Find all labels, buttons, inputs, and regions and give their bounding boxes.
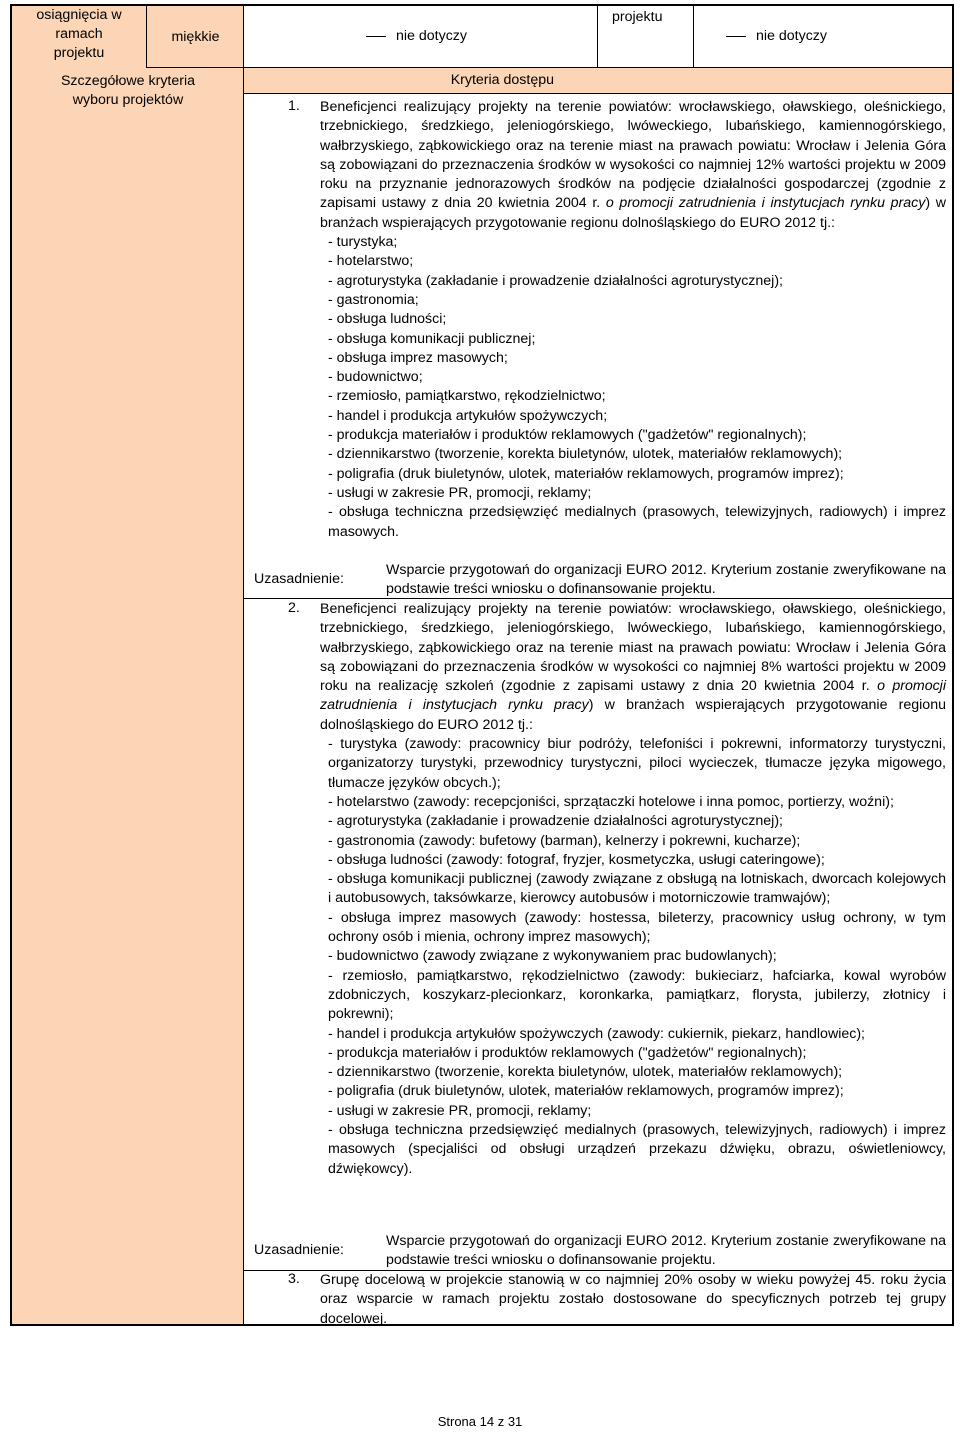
item-2-list	[320, 735, 946, 1179]
list-item: - hotelarstwo;	[328, 253, 414, 270]
list-item: - dziennikarstwo (tworzenie, korekta biuletynów, ulotek, materiałów reklamowych);	[328, 446, 843, 463]
list-item: - obsługa imprez masowych (zawody: hostessa, bileterzy, pracownicy usług ochrony, w tym ochrony osób i mienia, ochrony imprez masowych);	[328, 909, 946, 946]
section-header	[244, 68, 952, 94]
list-item: - obsługa ludności;	[328, 311, 447, 328]
item-1-italic: o promocji zatrudnienia i instytucjach rynku pracy	[605, 195, 926, 212]
list-item: - obsługa komunikacji publicznej;	[328, 330, 536, 347]
list-item: - poligrafia (druk biuletynów, ulotek, materiałów reklamowych, programów imprez);	[328, 465, 844, 482]
item-1-body	[320, 98, 946, 542]
left-cell-achievements	[12, 6, 146, 63]
justification-label: Uzasadnienie:	[254, 571, 344, 587]
left-cell-line: projektu	[53, 45, 105, 61]
justification-text: Wsparcie przygotowań do organizacji EURO 2012. Kryterium zostanie zweryfikowane na podstawie treści wniosku o dofinansowanie projektu.	[386, 562, 946, 597]
list-item: - budownictwo (zawody związane z wykonywaniem prac budowlanych);	[328, 948, 777, 965]
list-item: - poligrafia (druk biuletynów, ulotek, materiałów reklamowych, programów imprez);	[328, 1083, 844, 1100]
list-item: - obsługa techniczna przedsięwzięć medialnych (prasowych, telewizyjnych, radiowych) i imprez masowych.	[328, 504, 946, 540]
dash-mark	[366, 36, 386, 37]
item-3-body: Grupę docelową w projekcie stanowią w co najmniej 20% osoby w wieku powyżej 45. roku życia oraz wsparcie w ramach projektu zostało dostosowane do specyficznych potrzeb tej grupy docelowej.	[320, 1272, 946, 1327]
item-1-intro: Beneficjenci realizujący projekty na terenie powiatów: wrocławskiego, oławskiego, oleśnickiego, trzebnickiego, średzkiego, jeleniogórskiego, lwóweckiego, lubańskiego, kamiennogórskiego, wałbrzyskiego, ząbkowickiego oraz na terenie miast na prawach powiatu: Wrocław i Jelenia Góra są zobowiązani do przeznaczenia środków w wysokości co najmniej 12% wartości projektu w 2009 roku na przyznanie jednorazowych środków na podjęcie działalności gospodarczej (zgodnie z zapisami ustawy z dnia 20 kwietnia 2004 r.	[320, 99, 946, 212]
top-cell-text: nie dotyczy	[756, 28, 827, 44]
left-cell-line: ramach	[55, 26, 103, 42]
justification-label: Uzasadnienie:	[254, 1242, 344, 1258]
list-item: - hotelarstwo (zawody: recepcjoniści, sprzątaczki hotelowe i inna pomoc, portierzy, woźni);	[328, 793, 894, 810]
list-item: - dziennikarstwo (tworzenie, korekta biuletynów, ulotek, materiałów reklamowych);	[328, 1064, 843, 1081]
item-1-outro: ) w branżach wspierających przygotowanie regionu dolnośląskiego do EURO 2012 tj.:	[320, 195, 946, 231]
list-item: - turystyka;	[328, 234, 398, 251]
top-cell-text: projektu	[612, 9, 663, 25]
top-cell-3	[694, 6, 952, 68]
list-item: - produkcja materiałów i produktów reklamowych ("gadżetów" regionalnych);	[328, 427, 807, 444]
left-cell-criteria-label	[12, 68, 244, 110]
item-number: 3.	[288, 1271, 300, 1287]
list-item: - handel i produkcja artykułów spożywczych (zawody: cukiernik, piekarz, handlowiec);	[328, 1025, 865, 1042]
list-item: - budownictwo;	[328, 369, 423, 386]
list-item: - rzemiosło, pamiątkarstwo, rękodzielnictwo (zawody: bukieciarz, hafciarka, kowal wyrobów zdobniczych, koszykarz-plecionkarz, koronkarka, pamiątkarz, florysta, jubilerzy, złotnicy i pokrewni);	[328, 967, 946, 1023]
list-item: - usługi w zakresie PR, promocji, reklamy;	[328, 1102, 592, 1119]
top-cell-1	[244, 6, 598, 68]
item-2-body	[320, 600, 946, 1179]
item-2-intro: Beneficjenci realizujący projekty na terenie powiatów: wrocławskiego, oławskiego, oleśnickiego, trzebnickiego, średzkiego, jeleniogórskiego, lwóweckiego, lubańskiego, kamiennogórskiego, wałbrzyskiego, ząbkowickiego oraz na terenie miast na prawach powiatu: Wrocław i Jelenia Góra są zobowiązani do przeznaczenia środków w wysokości co najmniej 8% wartości projektu w 2009 roku na realizację szkoleń (zgodnie z zapisami ustawy z dnia 20 kwietnia 2004 r.	[320, 601, 946, 695]
left-cell-line: wyboru projektów	[72, 92, 184, 108]
top-cell-2	[598, 6, 694, 68]
item-2-outro: ) w branżach wspierających przygotowanie regionu dolnośląskiego do EURO 2012 tj.:	[320, 697, 946, 733]
list-item: - gastronomia;	[328, 291, 419, 308]
top-cell-text: nie dotyczy	[396, 28, 467, 44]
top-row	[244, 6, 952, 68]
dash-mark	[726, 36, 746, 37]
item-number: 2.	[288, 600, 300, 616]
item-1-list	[320, 233, 946, 542]
list-item: - produkcja materiałów i produktów reklamowych ("gadżetów" regionalnych);	[328, 1044, 807, 1061]
list-item: - agroturystyka (zakładanie i prowadzenie działalności agroturystycznej);	[328, 813, 783, 830]
list-item: - obsługa techniczna przedsięwzięć medialnych (prasowych, telewizyjnych, radiowych) i imprez masowych (specjaliści od obsługi urządzeń przekazu dźwięku, obrazu, oświetleniowcy, dźwiękowcy).	[328, 1122, 946, 1177]
list-item: - obsługa ludności (zawody: fotograf, fryzjer, kosmetyczka, usługi cateringowe);	[328, 851, 825, 868]
list-item: - usługi w zakresie PR, promocji, reklamy;	[328, 484, 592, 501]
justification-text: Wsparcie przygotowań do organizacji EURO 2012. Kryterium zostanie zweryfikowane na podstawie treści wniosku o dofinansowanie projektu.	[386, 1233, 946, 1268]
list-item: - obsługa imprez masowych;	[328, 349, 508, 366]
left-cell-line: osiągnięcia w	[36, 7, 122, 23]
list-item: - gastronomia (zawody: bufetowy (barman), kelnerzy i pokrewni, kucharze);	[328, 832, 801, 849]
item-2-italic: o promocji zatrudnienia i instytucjach rynku pracy	[320, 678, 946, 714]
list-item: - turystyka (zawody: pracownicy biur podróży, telefoniści i pokrewni, informatorzy turystyczni, organizatorzy turystyki, przewodnicy turystyczni, piloci wycieczek, tłumacze języka migowego, tłumacze języków obcych.);	[328, 736, 946, 791]
list-item: - agroturystyka (zakładanie i prowadzenie działalności agroturystycznej);	[328, 272, 783, 289]
list-item: - handel i produkcja artykułów spożywczych;	[328, 407, 608, 424]
row-divider	[244, 598, 952, 599]
left-cell-soft: miękkie	[146, 6, 244, 68]
page-footer: Strona 14 z 31	[437, 1414, 523, 1429]
left-cell-line: Szczegółowe kryteria	[60, 73, 196, 89]
left-column	[12, 6, 244, 1324]
list-item: - obsługa komunikacji publicznej (zawody związane z obsługą na lotniskach, dworcach kolejowych i autobusowych, taksówkarze, kierowcy autobusów i motorniczowie tramwajów);	[328, 871, 946, 907]
list-item: - rzemiosło, pamiątkarstwo, rękodzielnictwo;	[328, 388, 606, 405]
section-header-title: Kryteria dostępu	[450, 72, 554, 88]
item-number: 1.	[288, 98, 300, 114]
